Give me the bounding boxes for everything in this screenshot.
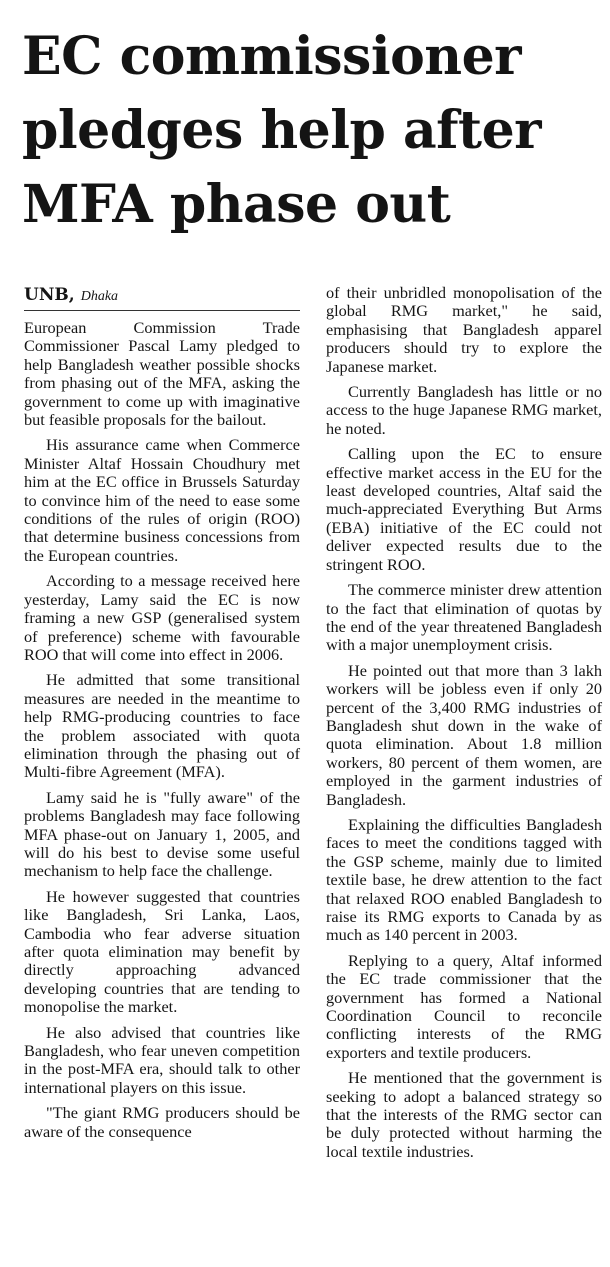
article-paragraph: His assurance came when Commerce Minister Altaf Hossain Choudhury met him at the EC office in Brussels Saturday to convince him of the need to ease some conditions of the rules of origin (ROO) that determine business concessions from the European countries. — [24, 435, 300, 565]
article-paragraph: The commerce minister drew attention to the fact that elimination of quotas by the end of the year threatened Bangladesh with a major unemployment crisis. — [326, 580, 602, 655]
headline: EC commissioner pledges help after MFA phase out — [22, 26, 542, 235]
right-column — [326, 284, 602, 1168]
article-paragraph: European Commission Trade Commissioner Pascal Lamy pledged to help Bangladesh weather possible shocks from phasing out of the MFA, asking the government to come up with imaginative but feasible proposals for the bailout. — [24, 318, 300, 430]
article-paragraph: He mentioned that the government is seeking to adopt a balanced strategy so that the interests of the RMG sector can be duly protected without harming the local textile industries. — [326, 1068, 602, 1161]
article-paragraph: Replying to a query, Altaf informed the EC trade commissioner that the government has formed a National Coordination Council to reconcile conflicting interests of the RMG exporters and textile producers. — [326, 950, 602, 1062]
article-paragraph: He pointed out that more than 3 lakh workers will be jobless even if only 20 percent of the 3,400 RMG industries of Bangladesh shut down in the wake of quota elimination. About 1.8 million workers, 80 percent of them women, are employed in the garment industries of Bangladesh. — [326, 660, 602, 809]
byline-agency: UNB, — [24, 285, 75, 305]
article-paragraph: "The giant RMG producers should be aware of the consequence — [24, 1103, 300, 1141]
article-paragraph: Currently Bangladesh has little or no access to the huge Japanese RMG market, he noted. — [326, 382, 602, 438]
article-paragraph-continued: of their unbridled monopolisation of the global RMG market," he said, emphasising that Bangladesh apparel producers should try to explore the Japanese market. — [326, 283, 602, 376]
article-paragraph: Lamy said he is "fully aware" of the problems Bangladesh may face following MFA phase-out on January 1, 2005, and will do his best to devise some useful mechanism to help face the challenge. — [24, 787, 300, 881]
article-paragraph: He however suggested that countries like Bangladesh, Sri Lanka, Laos, Cambodia who fear adverse situation after quota elimination may benefit by directly approaching advanced developing countries that are tending to monopolise the market. — [24, 886, 300, 1017]
left-column — [24, 284, 300, 1148]
article-paragraph: According to a message received here yesterday, Lamy said the EC is now framing a new GSP (generalised system of preference) scheme with favourable ROO that will come into effect in 2006. — [24, 571, 300, 664]
article-paragraph: Calling upon the EC to ensure effective market access in the EU for the least developed countries, Altaf said the much-appreciated Everything But Arms (EBA) initiative of the EC could not deliver expected results due to the stringent ROO. — [326, 444, 602, 574]
byline — [24, 284, 300, 308]
byline-place: Dhaka — [80, 289, 119, 304]
byline-divider — [24, 310, 300, 311]
article-paragraph: He admitted that some transitional measures are needed in the meantime to help RMG-producing countries to face the problem associated with quota elimination through the phasing out of Multi-fibre Agreement (MFA). — [24, 670, 300, 782]
article-paragraph: He also advised that countries like Bangladesh, who fear uneven competition in the post-MFA era, should talk to other international players on this issue. — [24, 1022, 300, 1097]
article-paragraph: Explaining the difficulties Bangladesh faces to meet the conditions tagged with the GSP scheme, mainly due to limited textile base, he drew attention to the fact that relaxed ROO enabled Bangladesh to raise its RMG exports to Canada by as much as 140 percent in 2003. — [326, 814, 602, 945]
